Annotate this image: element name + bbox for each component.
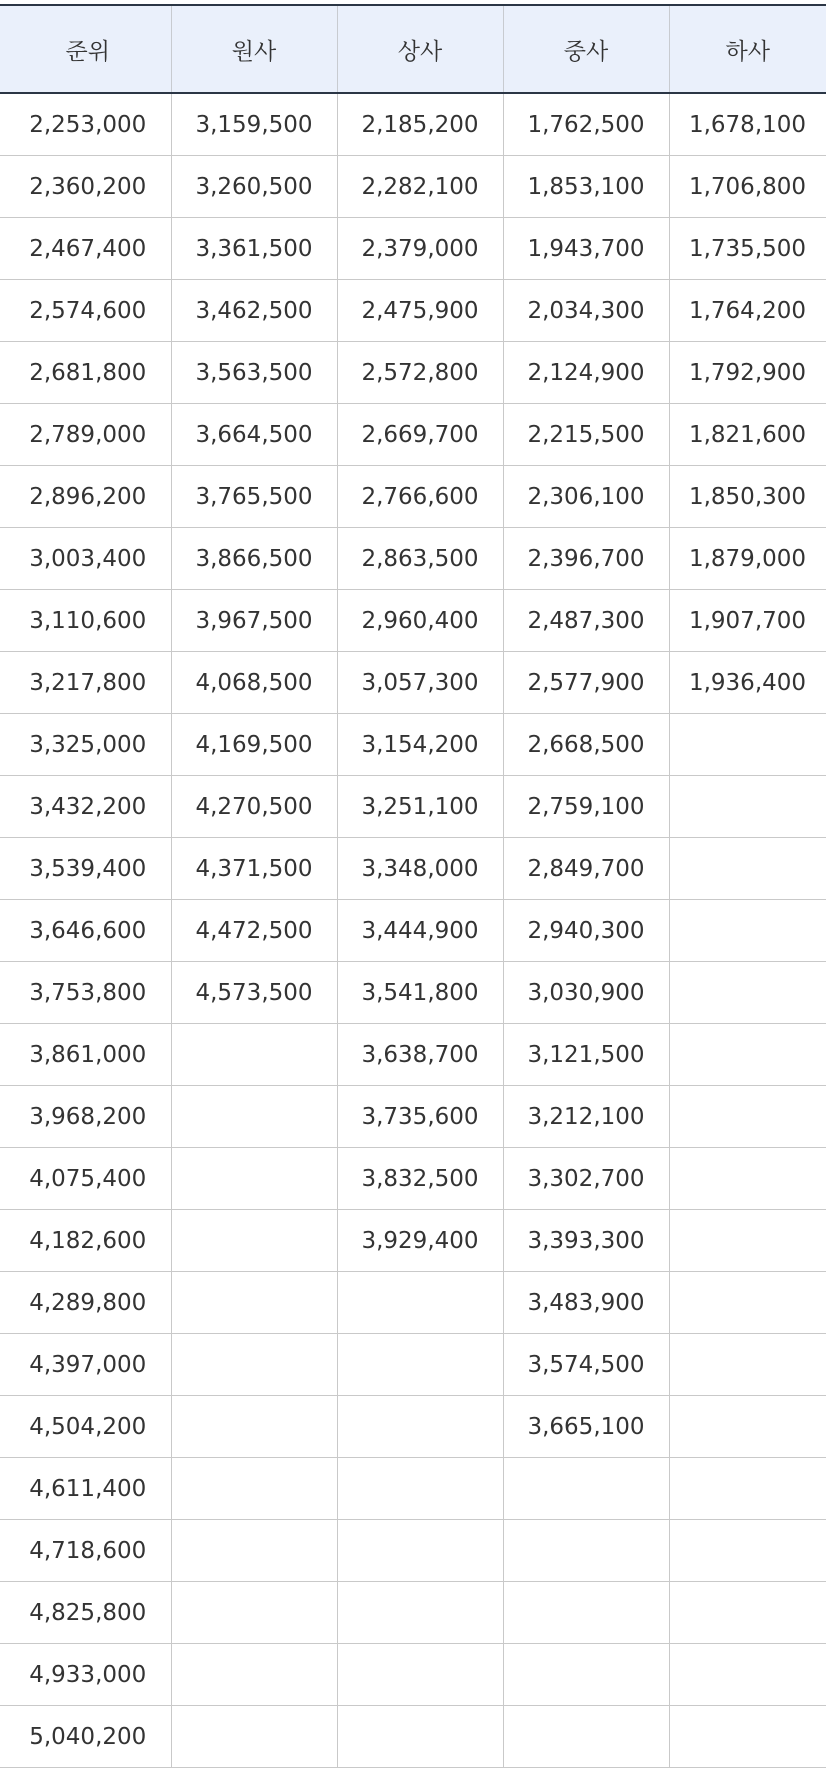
table-cell-master-sergeant: 3,832,500 [337, 1148, 503, 1210]
table-cell-master-sergeant: 3,735,600 [337, 1086, 503, 1148]
table-cell-warrant-officer: 4,075,400 [0, 1148, 171, 1210]
table-cell-master-sergeant: 2,669,700 [337, 404, 503, 466]
table-cell-sergeant-major: 3,260,500 [171, 156, 337, 218]
table-cell-staff-sergeant [669, 1024, 826, 1086]
table-row [0, 900, 826, 962]
column-header-warrant-officer: 준위 [0, 5, 171, 93]
table-cell-master-sergeant: 3,251,100 [337, 776, 503, 838]
table-cell-warrant-officer: 3,432,200 [0, 776, 171, 838]
table-cell-staff-sergeant [669, 838, 826, 900]
table-cell-warrant-officer: 3,646,600 [0, 900, 171, 962]
table-cell-warrant-officer: 3,003,400 [0, 528, 171, 590]
table-cell-sergeant-first-class: 2,487,300 [503, 590, 669, 652]
table-cell-staff-sergeant [669, 1458, 826, 1520]
table-row [0, 528, 826, 590]
table-cell-sergeant-first-class [503, 1520, 669, 1582]
table-cell-master-sergeant [337, 1458, 503, 1520]
table-row [0, 342, 826, 404]
table-cell-warrant-officer: 3,539,400 [0, 838, 171, 900]
table-row [0, 590, 826, 652]
table-cell-sergeant-major: 3,462,500 [171, 280, 337, 342]
table-cell-sergeant-major: 3,967,500 [171, 590, 337, 652]
table-row [0, 1458, 826, 1520]
salary-table [0, 4, 826, 1768]
table-cell-staff-sergeant: 1,907,700 [669, 590, 826, 652]
table-cell-sergeant-first-class: 2,396,700 [503, 528, 669, 590]
table-cell-staff-sergeant [669, 962, 826, 1024]
table-row [0, 466, 826, 528]
table-cell-master-sergeant: 2,475,900 [337, 280, 503, 342]
table-cell-sergeant-major: 4,472,500 [171, 900, 337, 962]
table-cell-master-sergeant [337, 1520, 503, 1582]
table-cell-warrant-officer: 3,217,800 [0, 652, 171, 714]
table-cell-staff-sergeant [669, 900, 826, 962]
table-cell-sergeant-first-class: 2,215,500 [503, 404, 669, 466]
table-cell-sergeant-first-class: 1,853,100 [503, 156, 669, 218]
table-cell-staff-sergeant: 1,735,500 [669, 218, 826, 280]
column-header-master-sergeant: 상사 [337, 5, 503, 93]
table-cell-sergeant-major [171, 1582, 337, 1644]
table-cell-warrant-officer: 3,325,000 [0, 714, 171, 776]
table-cell-master-sergeant: 3,348,000 [337, 838, 503, 900]
column-header-sergeant-first-class: 중사 [503, 5, 669, 93]
table-row [0, 218, 826, 280]
table-cell-sergeant-major [171, 1086, 337, 1148]
table-cell-warrant-officer: 2,360,200 [0, 156, 171, 218]
table-cell-staff-sergeant [669, 1706, 826, 1768]
table-row [0, 93, 826, 156]
table-row [0, 962, 826, 1024]
table-row [0, 714, 826, 776]
table-cell-sergeant-first-class: 3,665,100 [503, 1396, 669, 1458]
table-cell-sergeant-major [171, 1024, 337, 1086]
table-cell-warrant-officer: 4,504,200 [0, 1396, 171, 1458]
table-row [0, 776, 826, 838]
table-cell-sergeant-first-class: 3,483,900 [503, 1272, 669, 1334]
table-row [0, 1334, 826, 1396]
table-cell-sergeant-first-class: 2,940,300 [503, 900, 669, 962]
table-cell-warrant-officer: 3,110,600 [0, 590, 171, 652]
table-cell-master-sergeant: 2,572,800 [337, 342, 503, 404]
table-cell-warrant-officer: 4,825,800 [0, 1582, 171, 1644]
table-cell-warrant-officer: 3,968,200 [0, 1086, 171, 1148]
table-cell-sergeant-first-class [503, 1706, 669, 1768]
table-cell-master-sergeant: 2,282,100 [337, 156, 503, 218]
table-cell-master-sergeant: 3,057,300 [337, 652, 503, 714]
table-cell-sergeant-first-class: 3,212,100 [503, 1086, 669, 1148]
table-cell-sergeant-major: 4,270,500 [171, 776, 337, 838]
table-row [0, 1086, 826, 1148]
table-row [0, 1396, 826, 1458]
table-cell-staff-sergeant: 1,821,600 [669, 404, 826, 466]
column-header-sergeant-major: 원사 [171, 5, 337, 93]
table-row [0, 280, 826, 342]
table-cell-master-sergeant: 3,541,800 [337, 962, 503, 1024]
table-cell-sergeant-major: 4,371,500 [171, 838, 337, 900]
table-cell-sergeant-major: 4,169,500 [171, 714, 337, 776]
table-cell-staff-sergeant [669, 1396, 826, 1458]
table-row [0, 1148, 826, 1210]
table-cell-sergeant-first-class [503, 1582, 669, 1644]
table-row [0, 838, 826, 900]
table-cell-master-sergeant: 3,154,200 [337, 714, 503, 776]
table-cell-staff-sergeant: 1,936,400 [669, 652, 826, 714]
table-cell-staff-sergeant [669, 1334, 826, 1396]
table-cell-sergeant-major: 3,765,500 [171, 466, 337, 528]
column-header-staff-sergeant: 하사 [669, 5, 826, 93]
table-cell-sergeant-first-class: 2,577,900 [503, 652, 669, 714]
table-cell-sergeant-first-class: 3,302,700 [503, 1148, 669, 1210]
table-cell-staff-sergeant [669, 1210, 826, 1272]
table-cell-master-sergeant [337, 1582, 503, 1644]
table-cell-master-sergeant: 2,185,200 [337, 93, 503, 156]
table-cell-sergeant-first-class: 2,124,900 [503, 342, 669, 404]
table-cell-sergeant-major [171, 1272, 337, 1334]
table-cell-sergeant-major: 3,866,500 [171, 528, 337, 590]
table-cell-staff-sergeant [669, 1086, 826, 1148]
table-cell-sergeant-first-class: 3,030,900 [503, 962, 669, 1024]
table-cell-sergeant-major: 4,573,500 [171, 962, 337, 1024]
table-cell-master-sergeant: 3,444,900 [337, 900, 503, 962]
table-cell-master-sergeant: 3,929,400 [337, 1210, 503, 1272]
table-cell-warrant-officer: 2,253,000 [0, 93, 171, 156]
table-cell-sergeant-first-class: 1,943,700 [503, 218, 669, 280]
table-cell-sergeant-major: 3,159,500 [171, 93, 337, 156]
table-cell-staff-sergeant: 1,678,100 [669, 93, 826, 156]
table-cell-sergeant-major: 3,563,500 [171, 342, 337, 404]
table-body [0, 93, 826, 1768]
table-cell-master-sergeant [337, 1644, 503, 1706]
header-row [0, 5, 826, 93]
table-cell-sergeant-first-class [503, 1644, 669, 1706]
table-cell-warrant-officer: 2,896,200 [0, 466, 171, 528]
table-cell-sergeant-major: 3,664,500 [171, 404, 337, 466]
table-cell-sergeant-first-class: 3,393,300 [503, 1210, 669, 1272]
table-cell-sergeant-first-class: 3,574,500 [503, 1334, 669, 1396]
table-cell-warrant-officer: 3,753,800 [0, 962, 171, 1024]
table-row [0, 1024, 826, 1086]
table-cell-sergeant-first-class: 2,849,700 [503, 838, 669, 900]
table-cell-master-sergeant: 2,863,500 [337, 528, 503, 590]
table-cell-sergeant-first-class: 2,034,300 [503, 280, 669, 342]
table-cell-warrant-officer: 2,789,000 [0, 404, 171, 466]
table-cell-sergeant-first-class: 2,306,100 [503, 466, 669, 528]
table-cell-sergeant-first-class: 2,759,100 [503, 776, 669, 838]
table-row [0, 1706, 826, 1768]
table-cell-sergeant-major: 4,068,500 [171, 652, 337, 714]
table-row [0, 404, 826, 466]
table-cell-warrant-officer: 5,040,200 [0, 1706, 171, 1768]
table-cell-staff-sergeant: 1,792,900 [669, 342, 826, 404]
table-cell-sergeant-first-class [503, 1458, 669, 1520]
table-header [0, 5, 826, 93]
table-cell-warrant-officer: 4,182,600 [0, 1210, 171, 1272]
table-cell-staff-sergeant [669, 1644, 826, 1706]
table-cell-master-sergeant [337, 1334, 503, 1396]
table-cell-staff-sergeant: 1,850,300 [669, 466, 826, 528]
table-cell-staff-sergeant [669, 1520, 826, 1582]
table-cell-sergeant-first-class: 1,762,500 [503, 93, 669, 156]
table-row [0, 652, 826, 714]
table-cell-warrant-officer: 4,611,400 [0, 1458, 171, 1520]
table-cell-master-sergeant [337, 1272, 503, 1334]
table-cell-staff-sergeant: 1,879,000 [669, 528, 826, 590]
table-row [0, 1272, 826, 1334]
table-cell-sergeant-major [171, 1334, 337, 1396]
table-cell-sergeant-major [171, 1148, 337, 1210]
table-cell-master-sergeant [337, 1706, 503, 1768]
table-cell-warrant-officer: 4,289,800 [0, 1272, 171, 1334]
table-cell-staff-sergeant [669, 776, 826, 838]
table-cell-warrant-officer: 2,574,600 [0, 280, 171, 342]
table-cell-sergeant-major [171, 1396, 337, 1458]
table-cell-master-sergeant: 2,960,400 [337, 590, 503, 652]
table-row [0, 1520, 826, 1582]
table-cell-staff-sergeant: 1,764,200 [669, 280, 826, 342]
table-cell-warrant-officer: 3,861,000 [0, 1024, 171, 1086]
table-cell-master-sergeant [337, 1396, 503, 1458]
table-cell-sergeant-first-class: 2,668,500 [503, 714, 669, 776]
table-cell-sergeant-first-class: 3,121,500 [503, 1024, 669, 1086]
table-cell-warrant-officer: 2,681,800 [0, 342, 171, 404]
table-cell-staff-sergeant [669, 1582, 826, 1644]
table-cell-master-sergeant: 2,766,600 [337, 466, 503, 528]
table-row [0, 1210, 826, 1272]
table-cell-sergeant-major [171, 1706, 337, 1768]
table-cell-master-sergeant: 2,379,000 [337, 218, 503, 280]
table-row [0, 1582, 826, 1644]
table-cell-sergeant-major [171, 1520, 337, 1582]
table-cell-warrant-officer: 4,933,000 [0, 1644, 171, 1706]
table-cell-sergeant-major [171, 1644, 337, 1706]
table-cell-staff-sergeant [669, 1272, 826, 1334]
table-cell-warrant-officer: 4,397,000 [0, 1334, 171, 1396]
table-cell-warrant-officer: 2,467,400 [0, 218, 171, 280]
table-cell-staff-sergeant: 1,706,800 [669, 156, 826, 218]
table-cell-sergeant-major: 3,361,500 [171, 218, 337, 280]
table-row [0, 1644, 826, 1706]
table-cell-master-sergeant: 3,638,700 [337, 1024, 503, 1086]
table-cell-staff-sergeant [669, 714, 826, 776]
table-row [0, 156, 826, 218]
table-cell-sergeant-major [171, 1458, 337, 1520]
table-cell-warrant-officer: 4,718,600 [0, 1520, 171, 1582]
table-cell-staff-sergeant [669, 1148, 826, 1210]
table-cell-sergeant-major [171, 1210, 337, 1272]
